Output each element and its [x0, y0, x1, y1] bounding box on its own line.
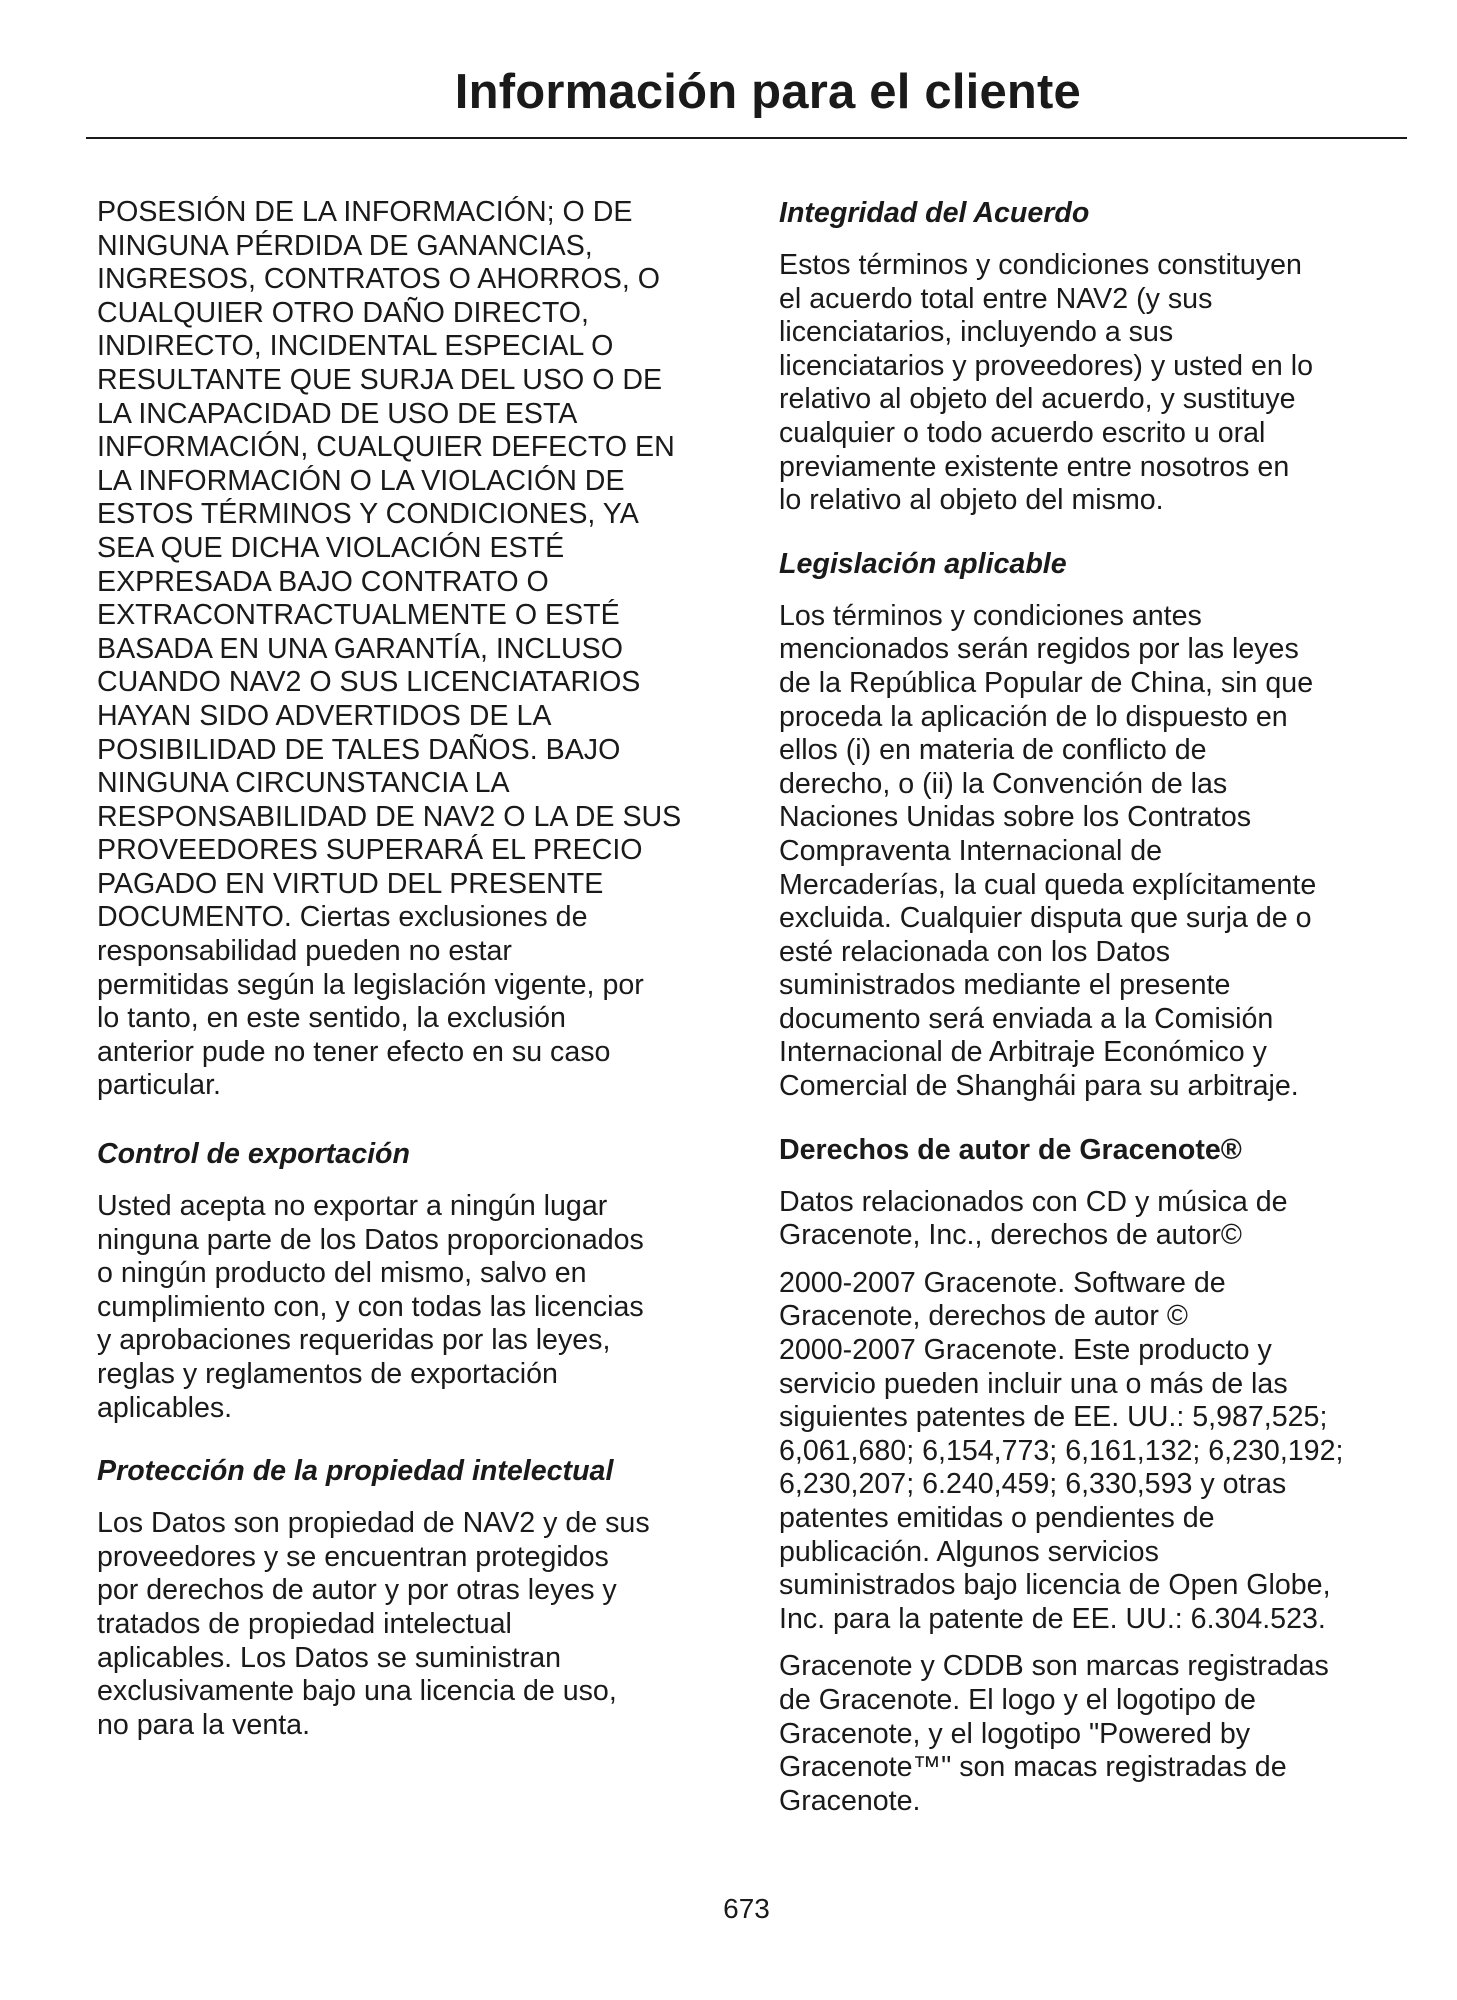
applicable-law-heading: Legislación aplicable: [779, 547, 1067, 580]
gracenote-copyright-heading: Derechos de autor de Gracenote®: [779, 1133, 1242, 1166]
gracenote-trademark-text: Gracenote y CDDB son marcas registradas de Gracenote. El logo y el logotipo de Gracenote, y el logotipo "Powered by Gracenote™" son macas registradas de Gracenote.: [779, 1650, 1329, 1817]
export-control-heading: Control de exportación: [97, 1138, 410, 1171]
gracenote-copyright-text-1: Datos relacionados con CD y música de Gracenote, Inc., derechos de autor©: [779, 1185, 1288, 1252]
agreement-integrity-text: Estos términos y condiciones constituyen el acuerdo total entre NAV2 (y sus licenciatarios, incluyendo a sus licenciatarios y proveedores) y usted en lo relativo al objeto del acuerdo, y sustituye cualquier o todo acuerdo escrito u oral previamente existente entre nosotros en lo relativo al objeto del mismo.: [779, 249, 1314, 517]
page-header: [86, 62, 1407, 139]
ip-protection-text: Los Datos son propiedad de NAV2 y de sus proveedores y se encuentran protegidos por derechos de autor y por otras leyes y tratados de propiedad intelectual aplicables. Los Datos se suministran exclusivamente bajo una licencia de uso, no para la venta.: [97, 1507, 650, 1741]
gracenote-copyright-text-2: 2000-2007 Gracenote. Software de Gracenote, derechos de autor © 2000-2007 Gracenote. Este producto y servicio pueden incluir una o más de las siguientes patentes de EE. UU.: 5,987,525; 6,061,680; 6,154,773; 6,161,132; 6,230,192; 6,230,207; 6.240,459; 6,330,593 y otras patentes emitidas o pendientes de publicación. Algunos servicios suministrados bajo licencia de Open Globe, Inc. para la patente de EE. UU.: 6.304.523.: [779, 1266, 1344, 1635]
liability-disclaimer-text: POSESIÓN DE LA INFORMACIÓN; O DE NINGUNA PÉRDIDA DE GANANCIAS, INGRESOS, CONTRATOS O AHORROS, O CUALQUIER OTRO DAÑO DIRECTO, INDIRECTO, INCIDENTAL ESPECIAL O RESULTANTE QUE SURJA DEL USO O DE LA INCAPACIDAD DE USO DE ESTA INFORMACIÓN, CUALQUIER DEFECTO EN LA INFORMACIÓN O LA VIOLACIÓN DE ESTOS TÉRMINOS Y CONDICIONES, YA SEA QUE DICHA VIOLACIÓN ESTÉ EXPRESADA BAJO CONTRATO O EXTRACONTRACTUALMENTE O ESTÉ BASADA EN UNA GARANTÍA, INCLUSO CUANDO NAV2 O SUS LICENCIATARIOS HAYAN SIDO ADVERTIDOS DE LA POSIBILIDAD DE TALES DAÑOS. BAJO NINGUNA CIRCUNSTANCIA LA RESPONSABILIDAD DE NAV2 O LA DE SUS PROVEEDORES SUPERARÁ EL PRECIO PAGADO EN VIRTUD DEL PRESENTE DOCUMENTO. Ciertas exclusiones de responsabilidad pueden no estar permitidas según la legislación vigente, por lo tanto, en este sentido, la exclusión anterior pude no tener efecto en su caso particular.: [97, 196, 682, 1102]
applicable-law-text: Los términos y condiciones antes mencionados serán regidos por las leyes de la República Popular de China, sin que proceda la aplicación de lo dispuesto en ellos (i) en materia de conflicto de derecho, o (ii) la Convención de las Naciones Unidas sobre los Contratos Compraventa Internacional de Mercaderías, la cual queda explícitamente excluida. Cualquier disputa que surja de o esté relacionada con los Datos suministrados mediante el presente documento será enviada a la Comisión Internacional de Arbitraje Económico y Comercial de Shanghái para su arbitraje.: [779, 599, 1317, 1103]
page-title: Información para el cliente: [454, 65, 1081, 119]
ip-protection-heading: Protección de la propiedad intelectual: [97, 1455, 614, 1488]
export-control-text: Usted acepta no exportar a ningún lugar ninguna parte de los Datos proporcionados o ningún producto del mismo, salvo en cumplimiento con, y con todas las licencias y aprobaciones requeridas por las leyes, reglas y reglamentos de exportación aplicables.: [97, 1190, 644, 1424]
page-number: 673: [723, 1893, 770, 1924]
right-column: [779, 196, 1411, 1818]
left-column: [97, 196, 723, 1742]
agreement-integrity-heading: Integridad del Acuerdo: [779, 197, 1090, 229]
